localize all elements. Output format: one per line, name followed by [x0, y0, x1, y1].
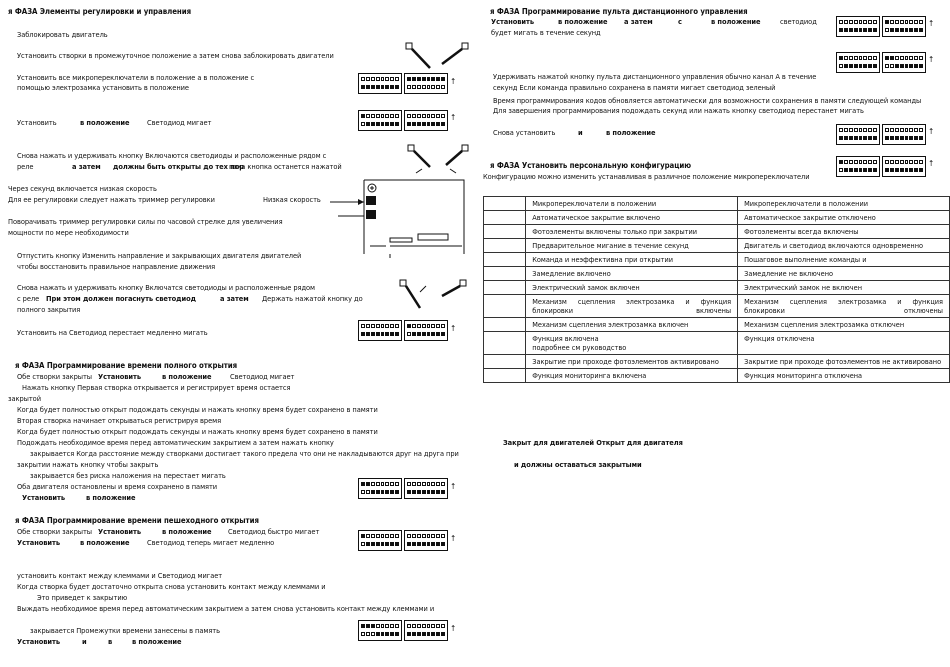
phase1-line: помощью электрозамка установить в положение [17, 83, 189, 92]
table-cell: Закрытие при проходе фотоэлементов не активировано [738, 355, 950, 369]
phase1-line: При этом должен погаснуть светодиод [46, 294, 196, 303]
arrow-up-icon: ↑ [928, 55, 935, 64]
phase2-line: Вторая створка начинает открываться регистрируя время [17, 416, 222, 425]
gate-opening-diagram [400, 143, 475, 177]
phase1-line: должны быть открыты до тех пор [113, 162, 244, 171]
table-cell: Двигатель и светодиод включаются одновременно [738, 239, 950, 253]
table-cell: Автоматическое закрытие отключено [738, 211, 950, 225]
dip-switch-diagram [882, 124, 926, 145]
phase4-line: в положение [606, 128, 656, 137]
table-cell [484, 267, 526, 281]
dip-switch-diagram [358, 73, 402, 94]
dip-switch-diagram [836, 156, 880, 177]
phase3-line: Установить [17, 538, 60, 547]
phase1-line: пока кнопка останется нажатой [229, 162, 342, 171]
arrow-up-icon: ↑ [450, 624, 457, 633]
phase2-line: Установить [98, 372, 141, 381]
arrow-up-icon: ↑ [450, 482, 457, 491]
table-cell: Микропереключатели в положении [738, 197, 950, 211]
dip-switch-diagram [882, 156, 926, 177]
phase4-line: с [678, 17, 682, 26]
phase1-line: Светодиод мигает [147, 118, 212, 127]
dip-switch-diagram [358, 620, 402, 641]
phase2-line: закрытии нажать кнопку чтобы закрыть [17, 460, 159, 469]
phase4-line: в положение [558, 17, 608, 26]
phase3-title: я ФАЗА Программирование времени пешеходного открытия [15, 516, 259, 525]
table-cell [484, 197, 526, 211]
table-row [484, 267, 950, 281]
dip-switch-diagram [358, 530, 402, 551]
phase3-line: Светодиод быстро мигает [228, 527, 320, 536]
dip-switch-diagram [358, 110, 402, 131]
phase2-line: Когда будет полностью открыт подождать секунды и нажать кнопку время будет сохранено в памяти [17, 427, 378, 436]
phase2-line: в положение [162, 372, 212, 381]
table-row [484, 369, 950, 383]
table-cell [484, 332, 526, 355]
phase5-intro: Конфигурацию можно изменить устанавливая в различное положение микропереключатели [483, 172, 810, 181]
phase1-line: Установить на Светодиод перестает медленно мигать [17, 328, 208, 337]
table-row [484, 281, 950, 295]
table-row [484, 355, 950, 369]
table-row [484, 295, 950, 318]
arrow-up-icon: ↑ [450, 324, 457, 333]
phase3-line: установить контакт между клеммами и Светодиод мигает [17, 571, 223, 580]
phase4-line: Время программирования кодов обновляется автоматически для возможности сохранения в памяти следующей команды [493, 96, 922, 105]
phase4-line: секунд Если команда правильно сохранена в памяти мигает светодиод зеленый [493, 83, 776, 92]
phase3-line: и [82, 637, 87, 646]
phase3-line: Установить [98, 527, 141, 536]
phase2-line: Когда будет полностью открыт подождать секунды и нажать кнопку время будет сохранено в памяти [17, 405, 378, 414]
phase2-title: я ФАЗА Программирование времени полного открытия [15, 361, 238, 370]
dip-switch-diagram [882, 52, 926, 73]
table-cell: Замедление не включено [738, 267, 950, 281]
configuration-table [483, 196, 950, 383]
table-row [484, 197, 950, 211]
phase1-line: Установить [17, 118, 57, 127]
phase4-line: светодиод [780, 17, 817, 26]
phase1-line: Снова нажать и удерживать кнопку Включатся светодиоды и расположенные рядом [17, 283, 315, 292]
table-cell [484, 295, 526, 318]
arrow-up-icon: ↑ [928, 19, 935, 28]
table-note: Закрыт для двигателей Открыт для двигателя [503, 438, 683, 447]
phase1-line: чтобы восстановить правильное направление движения [17, 262, 216, 271]
table-cell: Электрический замок включен [526, 281, 738, 295]
phase3-line: Выждать необходимое время перед автоматическим закрытием а затем снова установить контакт между клеммами и [17, 604, 435, 613]
table-cell: Механизм сцепления электрозамка отключен [738, 318, 950, 332]
table-cell [484, 253, 526, 267]
phase3-line: Обе створки закрыты [17, 527, 92, 536]
phase1-line: Установить створки в промежуточное положение а затем снова заблокировать двигатели [17, 51, 334, 60]
phase4-line: Для завершения программирования подождать секунд или нажать кнопку светодиод перестанет мигать [493, 106, 864, 115]
phase4-line: Установить [491, 17, 534, 26]
phase1-line: Заблокировать двигатель [17, 30, 108, 39]
table-row [484, 318, 950, 332]
dip-switch-diagram [358, 320, 402, 341]
phase3-line: Установить [17, 637, 60, 646]
phase2-line: в положение [86, 493, 136, 502]
table-cell: Электрический замок не включен [738, 281, 950, 295]
dip-switch-diagram [404, 478, 448, 499]
table-cell: Функция мониторинга включена [526, 369, 738, 383]
table-cell: Функция отключена [738, 332, 950, 355]
control-board-diagram [330, 176, 470, 258]
dip-switch-diagram [404, 73, 448, 94]
table-note: и должны оставаться закрытыми [514, 460, 642, 469]
table-cell: Механизм сцепления электрозамка и функция блокировки включены [526, 295, 738, 318]
phase4-line: и [578, 128, 583, 137]
table-cell: Команда и неэффективна при открытии [526, 253, 738, 267]
table-cell: Пошаговое выполнение команды и [738, 253, 950, 267]
phase4-title: я ФАЗА Программирование пульта дистанционного управления [490, 7, 748, 16]
dip-switch-diagram [882, 16, 926, 37]
table-cell: Функция включена подробнее см руководство [526, 332, 738, 355]
phase2-line: Нажать кнопку Первая створка открывается и регистрирует время остается [22, 383, 291, 392]
phase2-line: Обе створки закрыты [17, 372, 92, 381]
phase2-line: Установить [22, 493, 65, 502]
phase2-line: закрывается без риска наложения на перестает мигать [30, 471, 226, 480]
phase4-line: будет мигать в течение секунд [491, 28, 601, 37]
dip-switch-diagram [404, 620, 448, 641]
phase3-line: закрывается Промежутки времени занесены в память [30, 626, 220, 635]
phase3-line: Светодиод теперь мигает медленно [147, 538, 275, 547]
arrow-up-icon: ↑ [928, 127, 935, 136]
phase1-line: Установить все микропереключатели в положение а в положение с [17, 73, 255, 82]
phase3-line: Когда створка будет достаточно открыта снова установить контакт между клеммами и [17, 582, 326, 591]
table-cell: Автоматическое закрытие включено [526, 211, 738, 225]
table-cell: Закрытие при проходе фотоэлементов активировано [526, 355, 738, 369]
phase1-line: а затем [220, 294, 249, 303]
table-cell: Замедление включено [526, 267, 738, 281]
phase4-line: а затем [624, 17, 653, 26]
phase5-title: я ФАЗА Установить персональную конфигурацию [490, 161, 692, 170]
phase4-line: в положение [711, 17, 761, 26]
table-row [484, 211, 950, 225]
phase1-line: реле [17, 162, 34, 171]
gate-closing-diagram [396, 278, 471, 314]
table-cell: Механизм сцепления электрозамка включен [526, 318, 738, 332]
dip-switch-diagram [836, 52, 880, 73]
phase1-line: мощности по мере необходимости [8, 228, 129, 237]
phase1-line: Низкая скорость [263, 195, 321, 204]
phase2-line: закрытой [8, 394, 41, 403]
gate-leaves-diagram [400, 40, 475, 74]
arrow-up-icon: ↑ [450, 77, 457, 86]
dip-switch-diagram [404, 530, 448, 551]
table-row [484, 225, 950, 239]
phase3-line: в положение [132, 637, 182, 646]
table-cell [484, 239, 526, 253]
arrow-up-icon: ↑ [450, 113, 457, 122]
dip-switch-diagram [358, 478, 402, 499]
table-cell [484, 369, 526, 383]
phase3-line: в положение [162, 527, 212, 536]
phase3-line: в положение [80, 538, 130, 547]
dip-switch-diagram [404, 110, 448, 131]
phase1-line: Для ее регулировки следует нажать триммер регулировки [8, 195, 215, 204]
phase3-line: в [108, 637, 113, 646]
arrow-up-icon: ↑ [450, 534, 457, 543]
table-cell: Предварительное мигание в течение секунд [526, 239, 738, 253]
dip-switch-diagram [836, 16, 880, 37]
phase1-line: Держать нажатой кнопку до [262, 294, 363, 303]
phase1-line: с реле [17, 294, 40, 303]
table-cell: Механизм сцепления электрозамка и функция блокировки отключены [738, 295, 950, 318]
table-cell [484, 211, 526, 225]
dip-switch-diagram [836, 124, 880, 145]
arrow-up-icon: ↑ [928, 159, 935, 168]
phase2-line: Оба двигателя остановлены и время сохранено в памяти [17, 482, 218, 491]
phase2-line: Светодиод мигает [230, 372, 295, 381]
phase1-line: в положение [80, 118, 130, 127]
phase4-line: Снова установить [493, 128, 556, 137]
table-cell: Микропереключатели в положении [526, 197, 738, 211]
phase1-title: я ФАЗА Элементы регулировки и управления [8, 7, 192, 16]
dip-switch-diagram [404, 320, 448, 341]
phase1-line: Через секунд включается низкая скорость [8, 184, 157, 193]
phase1-line: полного закрытия [17, 305, 81, 314]
table-cell [484, 318, 526, 332]
table-cell [484, 355, 526, 369]
table-cell: Функция мониторинга отключена [738, 369, 950, 383]
phase1-line: Поворачивать триммер регулировки силы по часовой стрелке для увеличения [8, 217, 283, 226]
table-cell: Фотоэлементы включены только при закрытии [526, 225, 738, 239]
table-row [484, 332, 950, 355]
phase2-line: закрывается Когда расстояние между створками достигает такого предела что они не накладываются друг на друга при [30, 449, 459, 458]
phase4-line: Удерживать нажатой кнопку пульта дистанционного управления обычно канал А в течение [493, 72, 817, 81]
phase1-line: Отпустить кнопку Изменить направление и закрывающих двигателя двигателей [17, 251, 302, 260]
table-cell [484, 225, 526, 239]
table-row [484, 253, 950, 267]
table-cell: Фотоэлементы всегда включены [738, 225, 950, 239]
phase3-line: Это приведет к закрытию [37, 593, 128, 602]
phase1-line: Снова нажать и удерживать кнопку Включаются светодиоды и расположенные рядом с [17, 151, 327, 160]
phase2-line: Подождать необходимое время перед автоматическим закрытием а затем нажать кнопку [17, 438, 334, 447]
phase1-line: а затем [72, 162, 101, 171]
table-cell [484, 281, 526, 295]
table-row [484, 239, 950, 253]
